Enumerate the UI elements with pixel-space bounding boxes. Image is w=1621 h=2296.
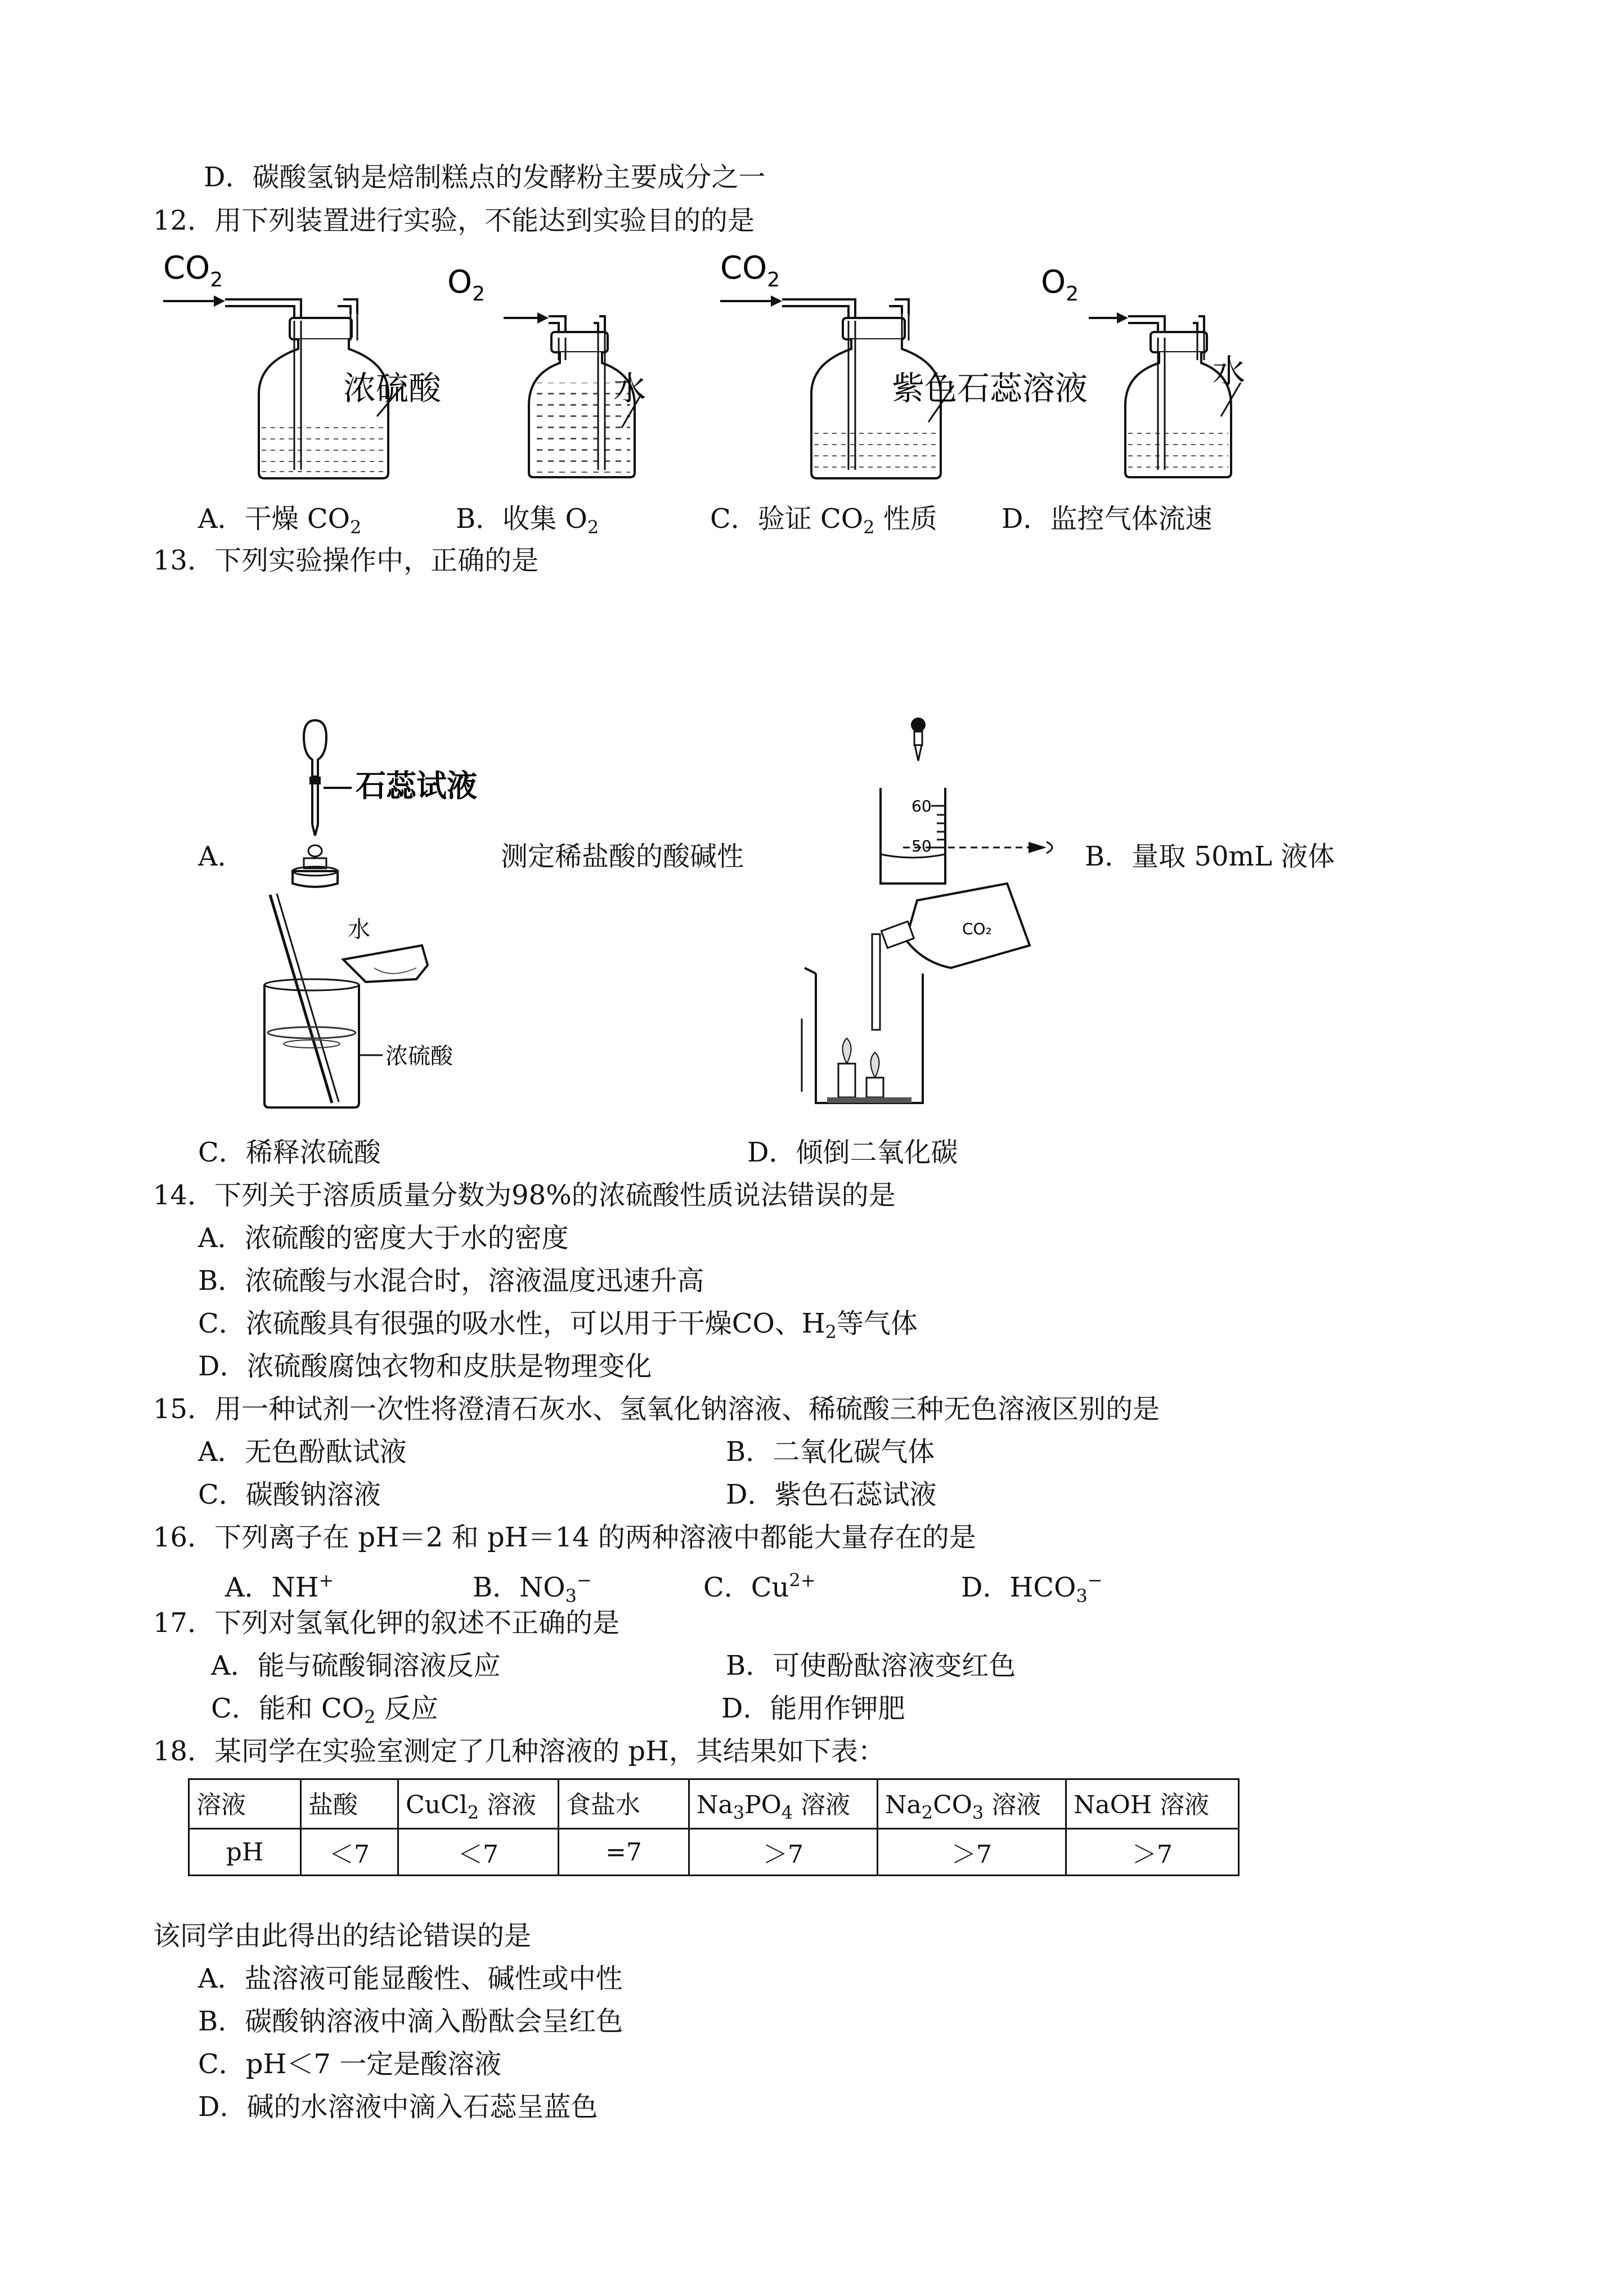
q14-option-c: C．浓硫酸具有很强的吸水性，可以用于干燥CO、$H_2$等气体 xyxy=(198,1308,918,1343)
q13-option-d: D．倾倒二氧化碳 xyxy=(747,1137,958,1168)
q12-option-a: A．干燥 $CO_2$ xyxy=(198,503,362,538)
table-cell: ＜7 xyxy=(398,1829,559,1876)
table-cell: 盐酸 xyxy=(301,1779,398,1829)
q13-dropper-figure xyxy=(281,715,518,889)
table-cell: =7 xyxy=(559,1829,689,1876)
table-cell: ＞7 xyxy=(878,1829,1066,1876)
table-cell: NaOH 溶液 xyxy=(1066,1779,1239,1829)
q18-option-c: C．pH＜7 一定是酸溶液 xyxy=(198,2048,502,2080)
q18-ph-table xyxy=(188,1778,1240,1876)
table-cell: $Na_2CO_3$ 溶液 xyxy=(878,1779,1066,1829)
q15-stem: 15．用一种试剂一次性将澄清石灰水、氢氧化钠溶液、稀硫酸三种无色溶液区别的是 xyxy=(153,1393,1160,1425)
q12-a-liquid-label: 浓硫酸 xyxy=(343,369,442,407)
q16-option-c: C．$Cu^{2+}$ xyxy=(703,1569,816,1603)
q15-option-a: A．无色酚酞试液 xyxy=(198,1436,407,1468)
table-cell: 溶液 xyxy=(189,1779,301,1829)
q12-c-gas-label: $CO_2$ xyxy=(720,250,780,292)
q16-option-b: B．$NO_3^-$ xyxy=(473,1569,592,1607)
q13-c-acid-label: 浓硫酸 xyxy=(385,1043,453,1069)
table-cell: ＜7 xyxy=(301,1829,398,1876)
q13-option-a-desc: 测定稀盐酸的酸碱性 xyxy=(501,841,744,872)
q15-option-d: D．紫色石蕊试液 xyxy=(726,1479,937,1510)
q14-option-d: D．浓硫酸腐蚀衣物和皮肤是物理变化 xyxy=(198,1351,652,1382)
q13-c-water-label: 水 xyxy=(348,917,370,943)
q12-b-liquid-label: 水 xyxy=(613,369,646,407)
q13-pour-co2-figure xyxy=(793,878,1035,1114)
q13-option-a-label: A． xyxy=(198,841,245,872)
q13-cylinder-figure xyxy=(878,715,1063,889)
q16-option-a: A．NH+ xyxy=(225,1569,334,1603)
q13-option-b-desc: B．量取 50mL 液体 xyxy=(1085,841,1335,872)
q12-d-gas-label: $O_2$ xyxy=(1041,264,1079,306)
q16-option-d: D．$HCO_3^-$ xyxy=(961,1569,1103,1607)
q12-stem: 12．用下列装置进行实验，不能达到实验目的的是 xyxy=(153,205,755,236)
q18-option-b: B．碳酸钠溶液中滴入酚酞会呈红色 xyxy=(198,2006,623,2037)
q12-a-gas-label: $CO_2$ xyxy=(163,250,223,292)
q17-option-d: D．能用作钾肥 xyxy=(721,1693,905,1724)
q12-option-b: B．收集 $O_2$ xyxy=(456,503,599,538)
q11-option-d: D．碳酸氢钠是焙制糕点的发酵粉主要成分之一 xyxy=(204,162,766,193)
table-cell: 食盐水 xyxy=(559,1779,689,1829)
q18-conclusion-stem: 该同学由此得出的结论错误的是 xyxy=(153,1920,532,1952)
q13-d-gas-label: CO₂ xyxy=(962,920,992,938)
q12-option-c: C．验证 $CO_2$ 性质 xyxy=(710,503,937,538)
q12-apparatus-a xyxy=(158,248,473,484)
table-row xyxy=(189,1829,1239,1876)
q13-b-tick-60: 60 xyxy=(911,797,932,815)
q13-option-c: C．稀释浓硫酸 xyxy=(198,1137,381,1168)
q13-stem: 13．下列实验操作中，正确的是 xyxy=(153,545,539,576)
q12-c-liquid-label: 紫色石蕊溶液 xyxy=(892,369,1088,407)
q18-option-a: A．盐溶液可能显酸性、碱性或中性 xyxy=(198,1963,623,1994)
table-cell: pH xyxy=(189,1829,301,1876)
q12-b-gas-label: $O_2$ xyxy=(447,264,485,306)
q13-b-tick-50: 50 xyxy=(911,837,932,855)
table-cell: ＞7 xyxy=(689,1829,878,1876)
q13-a-litmus-label: 石蕊试液 xyxy=(356,768,477,804)
q18-option-d: D．碱的水溶液中滴入石蕊呈蓝色 xyxy=(198,2091,598,2123)
q12-apparatus-b xyxy=(444,264,681,490)
table-cell: $Na_3PO_4$ 溶液 xyxy=(689,1779,878,1829)
q12-d-liquid-label: 水 xyxy=(1213,352,1246,391)
q14-stem: 14．下列关于溶质质量分数为98%的浓硫酸性质说法错误的是 xyxy=(153,1180,896,1211)
q16-stem: 16．下列离子在 pH＝2 和 pH＝14 的两种溶液中都能大量存在的是 xyxy=(153,1522,976,1553)
q17-option-c: C．能和 $CO_2$ 反应 xyxy=(211,1693,438,1728)
q14-option-b: B．浓硫酸与水混合时，溶液温度迅速升高 xyxy=(198,1265,704,1297)
q18-stem: 18．某同学在实验室测定了几种溶液的 pH，其结果如下表： xyxy=(153,1736,885,1767)
q13-dilution-figure xyxy=(248,889,461,1114)
q12-option-d: D．监控气体流速 xyxy=(1002,503,1213,535)
table-cell: CuCl$_2$ 溶液 xyxy=(398,1779,559,1829)
table-header-row xyxy=(189,1779,1239,1829)
q12-apparatus-d xyxy=(1035,264,1272,490)
q15-option-c: C．碳酸钠溶液 xyxy=(198,1479,381,1510)
q15-option-b: B．二氧化碳气体 xyxy=(726,1436,935,1468)
q17-stem: 17．下列对氢氧化钾的叙述不正确的是 xyxy=(153,1607,620,1639)
q17-option-b: B．可使酚酞溶液变红色 xyxy=(726,1650,1016,1681)
q17-option-a: A．能与硫酸铜溶液反应 xyxy=(211,1650,501,1681)
q14-option-a: A．浓硫酸的密度大于水的密度 xyxy=(198,1222,569,1254)
table-cell: ＞7 xyxy=(1066,1829,1239,1876)
